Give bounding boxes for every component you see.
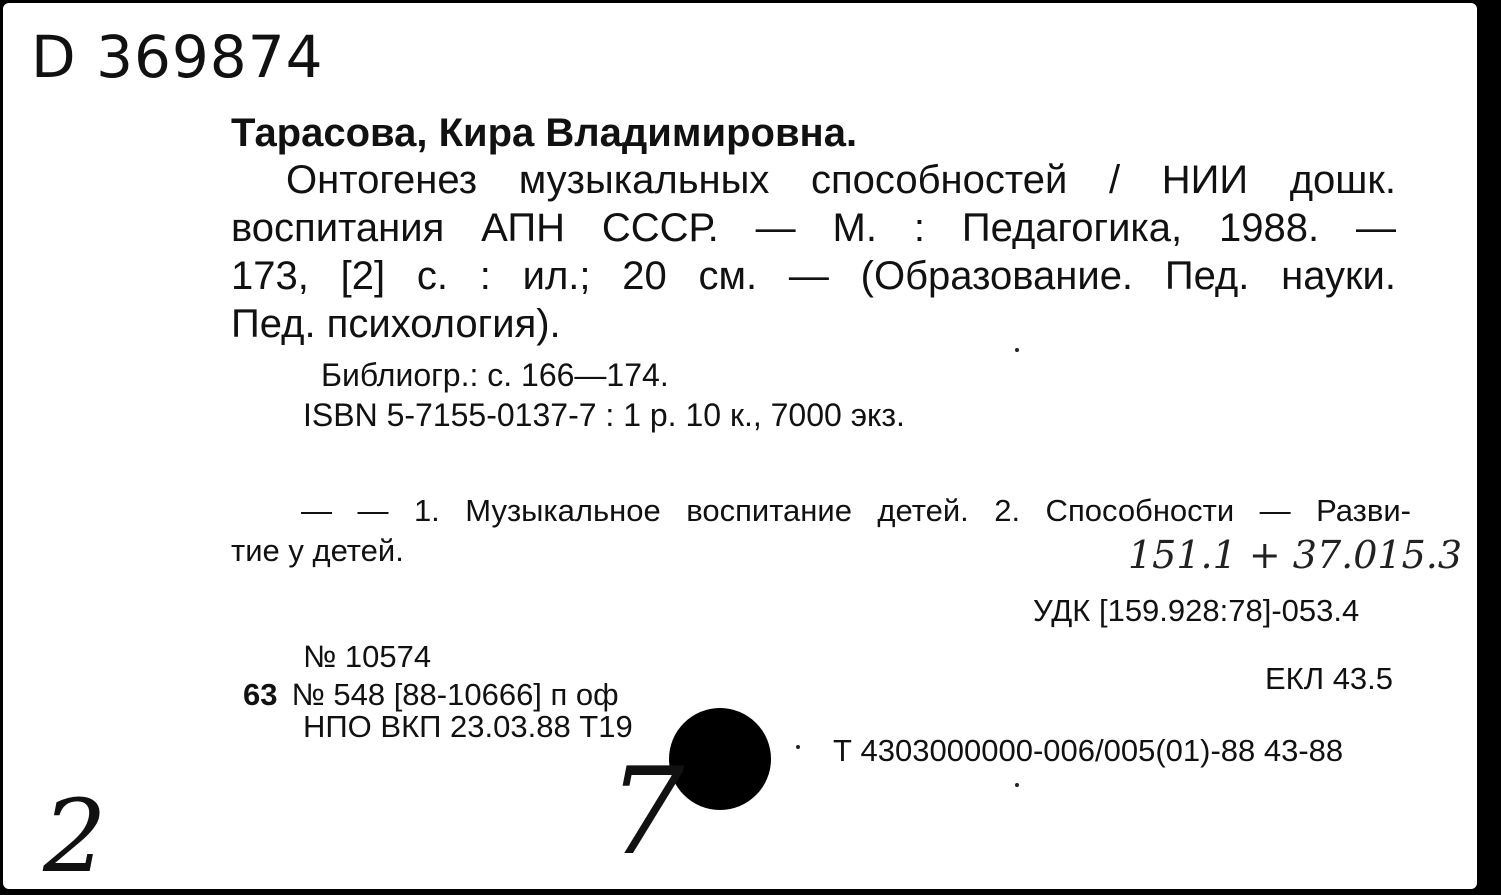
subjects-line: тие у детей. — [231, 533, 404, 568]
subjects-line: — — 1. Музыкальное воспитание детей. 2. Способности — Разви- — [301, 493, 1411, 528]
speck — [796, 745, 800, 749]
ekl-code: ЕКЛ 43.5 — [1265, 661, 1394, 696]
isbn-line: ISBN 5-7155-0137-7 : 1 р. 10 к., 7000 экз. — [303, 397, 905, 433]
description-line: Онтогенез музыкальных способностей / НИИ дошк. — [286, 158, 1396, 202]
bibliographic-description — [231, 156, 1396, 348]
speck — [1015, 348, 1019, 352]
shelf-mark: D 369874 — [31, 23, 324, 91]
order-number — [243, 677, 619, 713]
card-number: № 10574 — [303, 639, 432, 674]
catalog-card — [3, 3, 1477, 895]
order-text: № 548 [88-10666] п оф — [291, 677, 619, 712]
handwritten-classification: 151.1 + 37.015.3 — [1128, 533, 1463, 577]
udk-code: УДК [159.928:78]-053.4 — [1033, 593, 1360, 628]
order-prefix: 63 — [243, 677, 278, 712]
description-line: Пед. психология). — [231, 302, 561, 346]
handwritten-mark-7: 7 — [608, 743, 685, 882]
printer-line: НПО ВКП 23.03.88 Т19 — [303, 709, 633, 744]
speck — [1015, 783, 1019, 787]
bibliography-note: Библиогр.: с. 166—174. — [321, 357, 669, 393]
handwritten-mark-2: 2 — [43, 778, 107, 895]
notes-block — [303, 355, 905, 435]
description-line: 173, [2] с. : ил.; 20 см. — (Образование. Пед. науки. — [231, 254, 1396, 298]
author-name: Тарасова, Кира Владимировна. — [231, 111, 858, 155]
bbk-code: Т 4303000000-006/005(01)-88 43-88 — [833, 733, 1344, 768]
description-line: воспитания АПН СССР. — М. : Педагогика, 1988. — — [231, 206, 1396, 250]
